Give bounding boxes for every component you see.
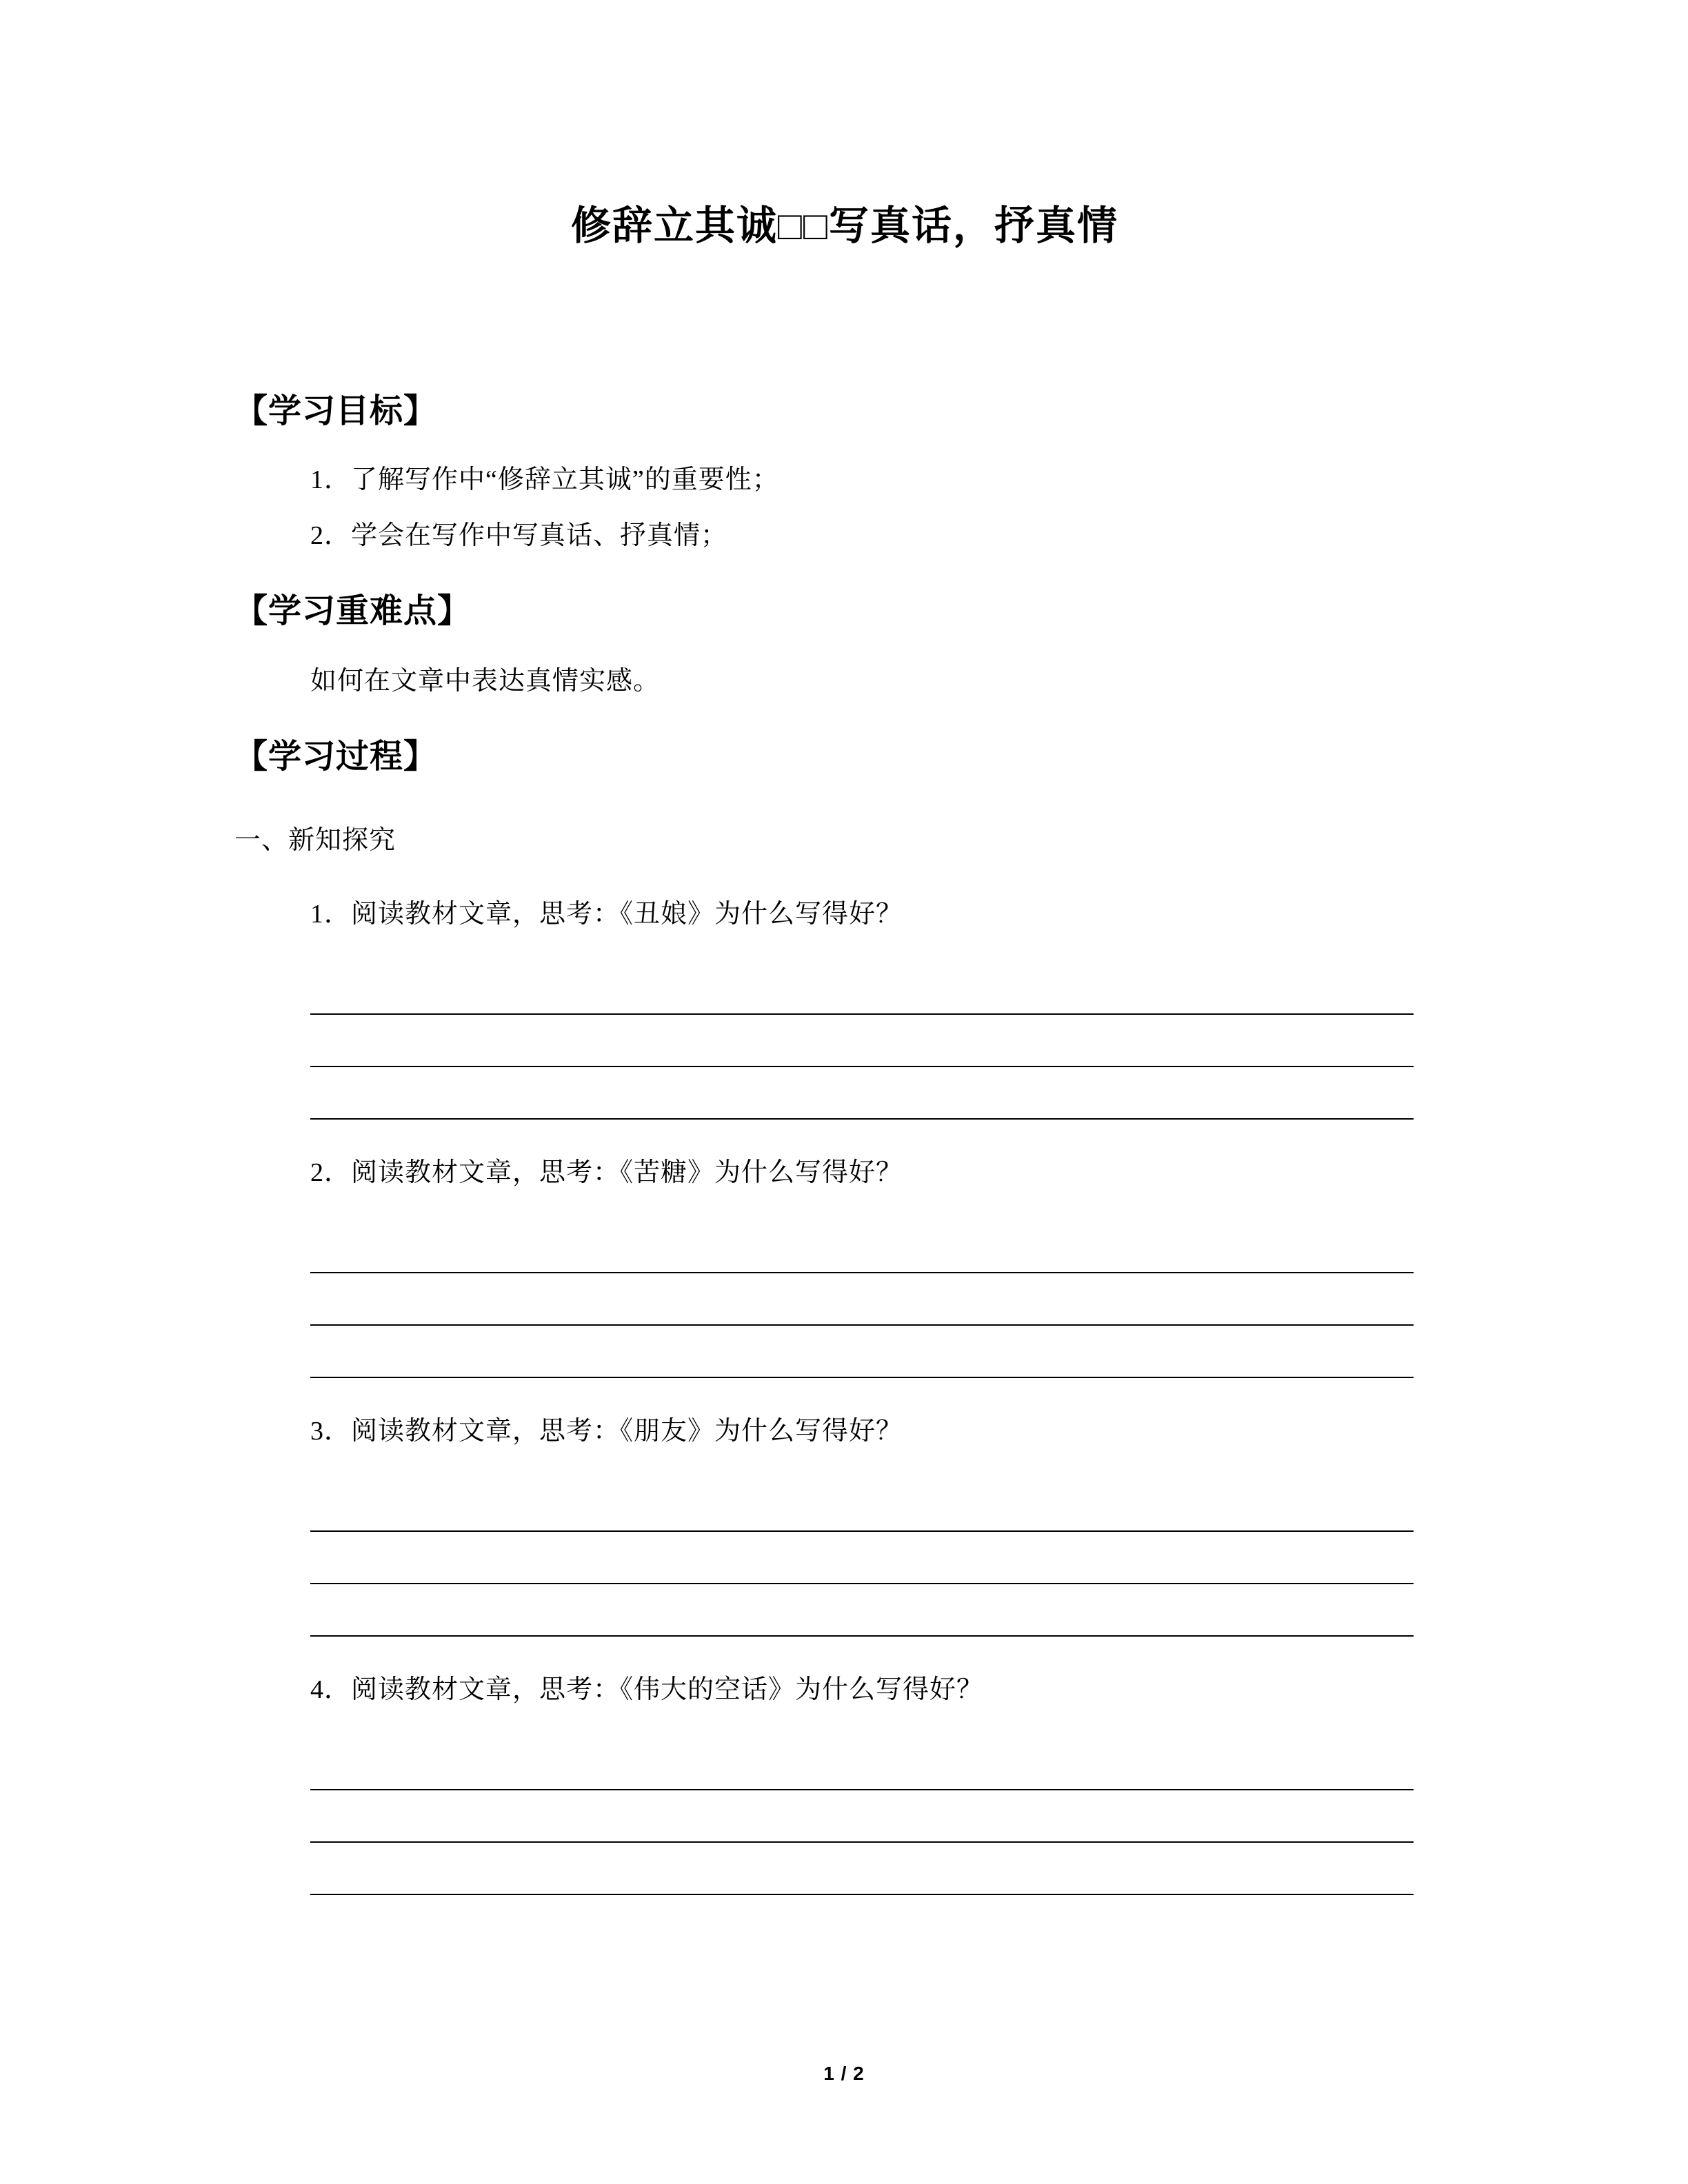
answer-line[interactable] (310, 1738, 1414, 1790)
key-points-text: 如何在文章中表达真情实感。 (310, 667, 661, 696)
answer-area[interactable] (234, 1479, 1455, 1637)
answer-line[interactable] (310, 1790, 1414, 1843)
list-item: 1．了解写作中“修辞立其诚”的重要性； (310, 465, 779, 495)
answer-line[interactable] (310, 1843, 1414, 1895)
answer-line[interactable] (310, 1273, 1414, 1326)
answer-area[interactable] (234, 962, 1455, 1120)
subsection-label: 一、新知探究 (234, 826, 396, 856)
question-item: 4．阅读教材文章，思考：《伟大的空话》为什么写得好？ (310, 1675, 984, 1704)
question-item: 1．阅读教材文章，思考：《丑娘》为什么写得好？ (310, 899, 903, 929)
answer-area[interactable] (234, 1221, 1455, 1378)
question-item: 3．阅读教材文章，思考：《朋友》为什么写得好？ (310, 1416, 903, 1446)
answer-line[interactable] (310, 1479, 1414, 1532)
section-heading-goals: 【学习目标】 (234, 393, 438, 430)
answer-line[interactable] (310, 1221, 1414, 1273)
answer-line[interactable] (310, 1015, 1414, 1067)
answer-line[interactable] (310, 1584, 1414, 1637)
answer-line[interactable] (310, 962, 1414, 1015)
question-item: 2．阅读教材文章，思考：《苦糖》为什么写得好？ (310, 1157, 903, 1187)
answer-line[interactable] (310, 1532, 1414, 1584)
page-content (234, 0, 1455, 1895)
page-title: 修辞立其诚□□写真话，抒真情 (570, 203, 1119, 248)
section-heading-process: 【学习过程】 (234, 738, 438, 776)
answer-area[interactable] (234, 1738, 1455, 1895)
page-number: 1 / 2 (823, 2063, 865, 2084)
answer-line[interactable] (310, 1067, 1414, 1120)
answer-line[interactable] (310, 1326, 1414, 1378)
list-item: 2．学会在写作中写真话、抒真情； (310, 521, 728, 551)
section-heading-key-points: 【学习重难点】 (234, 593, 472, 630)
